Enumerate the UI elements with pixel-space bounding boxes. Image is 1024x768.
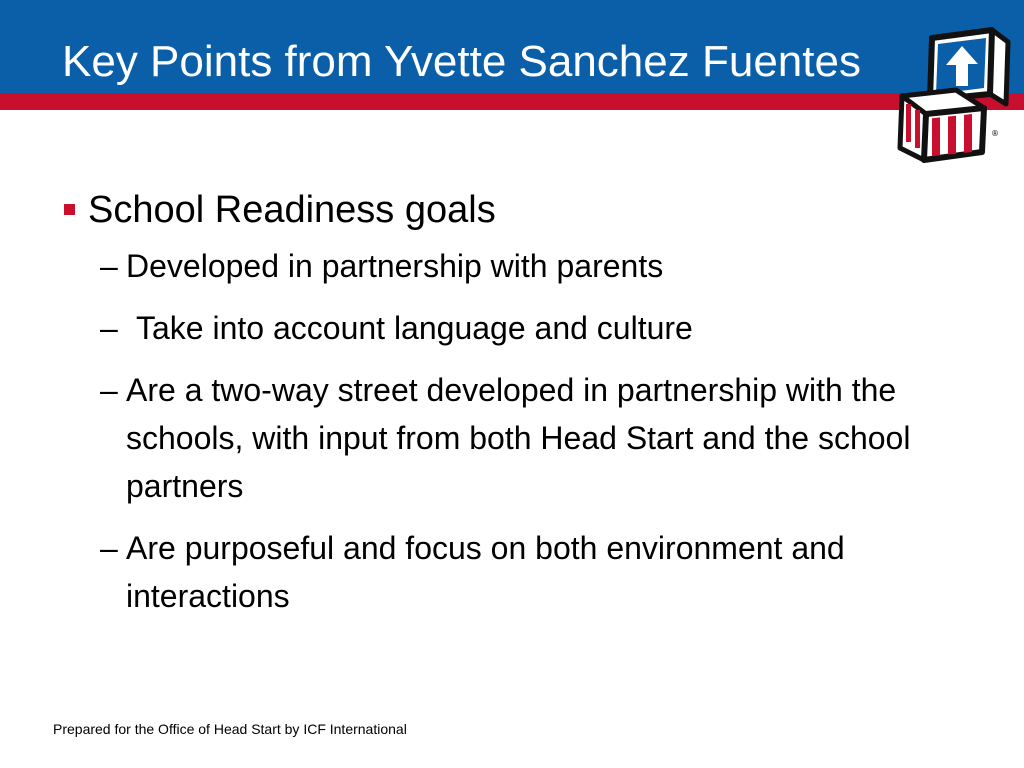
dash-bullet: – <box>100 529 118 566</box>
bottom-block <box>900 90 984 160</box>
sub-bullet-item <box>62 304 982 352</box>
sub-bullet-text: Developed in partnership with parents <box>126 247 664 284</box>
footer-credit: Prepared for the Office of Head Start by ICF International <box>53 721 407 737</box>
dash-bullet: – <box>100 309 118 346</box>
bullet-school-readiness <box>62 188 982 234</box>
sub-bullet-item <box>62 242 982 290</box>
registered-mark: ® <box>991 129 999 138</box>
sub-bullet-text: Are purposeful and focus on both environment and interactions <box>126 529 845 614</box>
square-bullet-icon <box>64 204 75 215</box>
sub-bullet-text: Are a two-way street developed in partnership with the schools, with input from both Head Start and the school partners <box>126 371 911 504</box>
dash-bullet: – <box>100 371 118 408</box>
dash-bullet: – <box>100 247 118 284</box>
sub-bullet-item <box>62 366 982 510</box>
slide-content <box>62 188 982 634</box>
bullet-text: School Readiness goals <box>88 189 496 231</box>
sub-bullet-list <box>62 242 982 620</box>
head-start-blocks-logo <box>896 24 1016 164</box>
header-red-stripe <box>0 93 1024 110</box>
sub-bullet-text: Take into account language and culture <box>136 309 693 346</box>
slide-title: Key Points from Yvette Sanchez Fuentes <box>62 37 861 86</box>
sub-bullet-item <box>62 524 982 620</box>
